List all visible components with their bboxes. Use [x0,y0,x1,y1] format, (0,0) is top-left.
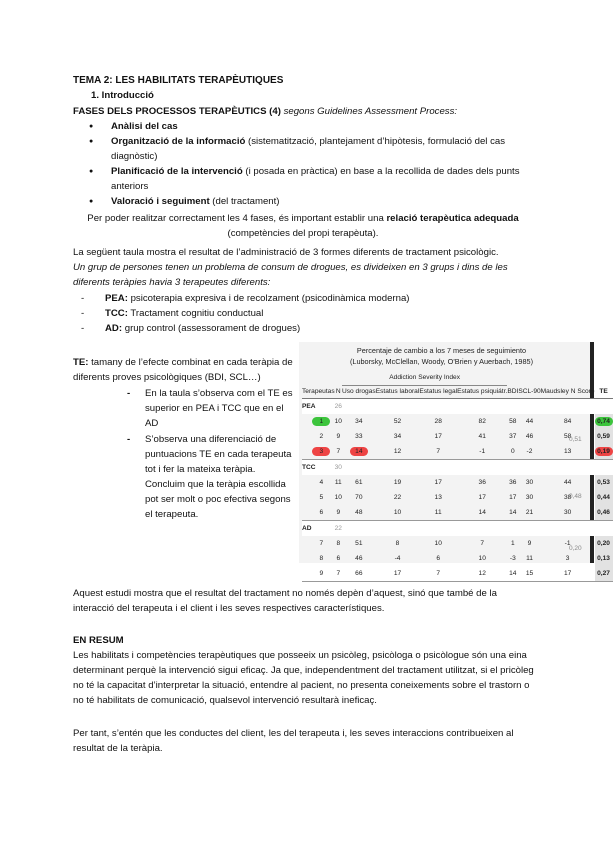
table-cell: 44 [563,478,572,486]
highlight-red-mark: 14 [350,447,368,456]
group-row [302,459,613,475]
table-cell: 9 [335,505,342,521]
highlight-red-mark: 3 [312,447,330,456]
column-header: Estatus psiquiátr. [457,386,507,399]
table-cell: 14 [507,505,518,521]
te-cell: 0,44 [595,490,613,505]
study-paragraph: Aquest estudi mostra que el resultat del tractament no només depèn d’aquest, sinó que també de la interacció del terapeuta i el client i les seves respectives característiques. [73,588,497,614]
phases-list [73,119,528,209]
table-cell: 21 [518,505,540,521]
table-cell: -4 [394,554,401,562]
table-cell: 41 [478,432,486,440]
table-cell: 4 [319,478,324,486]
table-row [302,414,613,429]
table-cell [302,444,335,460]
table-cell: 37 [509,432,517,440]
highlight-green-mark: 1 [312,417,330,426]
pooled-te-label: 0,20 [569,545,582,552]
te-cell [595,414,613,429]
table-cell: 17 [434,432,442,440]
table-cell: 30 [541,505,595,521]
table-cell: 38 [563,493,572,501]
group-name: AD [302,520,335,536]
table-cell: 6 [436,554,441,562]
table-cell: 7 [335,444,342,460]
column-header: Estatus laboral [376,386,420,399]
table-cell: 9 [336,432,341,440]
table-cell: 10 [376,505,420,521]
group-name: PEA [302,398,335,414]
asi-header: Addiction Severity Index [342,370,507,386]
table-cell: 36 [509,478,517,486]
relation-paragraph: Per poder realitzar correctament les 4 fases, és important establir una relació terapèutica adequada (competències del propi terapèuta). [87,213,519,239]
list-item: ● Valoració i seguiment (del tractament) [73,194,528,209]
te-cell: 0,59 [595,429,613,444]
table-cell: 13 [434,493,442,501]
list-item: ● Planificació de la intervenció (i posada en pràctica) en base a la recollida de dades dels punts anteriors [73,164,528,194]
table-cell: 8 [395,539,400,547]
te-cell: 0,13 [595,551,613,566]
table-cell: 7 [480,539,485,547]
list-item: - PEA: psicoterapia expresiva i de recolzament (psicodinàmica moderna) [73,291,528,306]
table-cell: 51 [355,539,363,547]
table-row [302,475,613,490]
table-cell: 82 [478,417,486,425]
table-cell: 0 [507,444,518,460]
figure-title: Percentaje de cambio a los 7 meses de seguimiento [356,346,527,355]
column-header: SCL-90 [518,386,540,399]
table-cell: 66 [342,566,376,582]
te-cell: 0,53 [595,475,613,490]
table-cell: 14 [507,566,518,582]
table-row [302,566,613,582]
table-cell: 52 [393,417,402,425]
table-cell: 17 [376,566,420,582]
table-cell: -1 [564,539,571,547]
table-cell: 6 [302,505,335,521]
table-cell: 22 [393,493,402,501]
phases-intro [73,104,528,119]
table-cell: 2 [319,432,324,440]
table-cell: 17 [509,493,517,501]
pooled-te-label: 0,48 [569,493,582,500]
phases-intro-bold: FASES DELS PROCESSOS TERAPÈUTICS (4) [73,106,281,117]
table-cell: 7 [319,539,324,547]
group-row [302,520,613,536]
table-cell: 9 [527,539,532,547]
table-cell: 33 [355,432,363,440]
results-table-figure [299,342,610,577]
table-cell: 17 [434,478,442,486]
table-cell: 46 [355,554,363,562]
column-header: TE [595,386,613,399]
table-intro: La següent taula mostra el resultat de l’administració de 3 formes diferents de tractament psicològic. Un grup de persones tenen un problema de consum de drogues, es divideixen en 3 grups i dins de les diferents teràpies havia 3 terapeutes diferents: [73,247,508,288]
table-cell: 9 [302,566,335,582]
table-row [302,536,613,551]
list-item: - S’observa una diferenciació de puntuacions TE en cada terapeuta tot i fer la mateixa teràpia. Concluim que la teràpia escollida pot ser molt o poc efectiva segons el terapeuta. [107,432,293,522]
table-cell: 34 [355,417,363,425]
table-cell: 70 [355,493,363,501]
table-row [302,444,613,460]
group-name: TCC [302,459,335,475]
table-cell: 3 [565,554,570,562]
pooled-te-label: 0,51 [569,436,582,443]
table-cell: 10 [434,539,442,547]
table-cell: 30 [525,493,534,501]
table-cell: 19 [393,478,402,486]
table-cell: 58 [509,417,517,425]
table-cell: 84 [563,417,572,425]
table-cell: 11 [419,505,457,521]
table-cell: 14 [457,505,507,521]
table-cell: 36 [478,478,486,486]
te-cell: 0,20 [595,536,613,551]
summary-heading: EN RESUM [73,635,124,646]
table-cell: 46 [525,432,534,440]
phases-intro-italic: segons Guidelines Assessment Process: [280,106,458,117]
table-cell: 11 [526,554,533,562]
column-header: Uso drogas [342,386,376,399]
table-row [302,505,613,521]
summary-paragraph-1: Les habilitats i competències terapèutiques que posseeix un psicòleg, psicòloga o psicòlogue són una eina determinant perquè la intervenció sigui eficaç. Ja que, independentment del tractament utilitzat, si el pricòleg no té la capacitat d’interpretar la situació, entendre al pacient, no presenta coneixements sobre el trastorn o no té habilitats de comunicació, qualsevol intervenció resultarà ineficaç. [73,650,534,706]
table-cell: 11 [334,478,342,486]
table-row [302,429,613,444]
table-cell: -1 [457,444,507,460]
column-header: N [335,386,342,399]
table-cell: 7 [335,566,342,582]
table-cell: 6 [336,554,341,562]
table-cell: 48 [342,505,376,521]
table-cell: 10 [334,493,342,501]
table-cell: 15 [518,566,540,582]
table-cell: 61 [355,478,363,486]
table-row [302,490,613,505]
group-row [302,398,613,414]
te-cell: 0,27 [595,566,613,582]
table-cell: 5 [319,493,324,501]
table-cell: 34 [393,432,402,440]
table-cell: 58 [563,432,572,440]
list-item: ● Organització de la informació (sistematització, plantejament d’hipòtesis, formulació del cas diagnòstic) [73,134,528,164]
table-cell: 17 [478,493,486,501]
table-cell: -2 [518,444,540,460]
table-cell: 10 [334,417,342,425]
list-item: - En la taula s’observa com el TE es superior en PEA i TCC que en el AD [107,386,293,431]
table-cell: 7 [419,566,457,582]
column-header: Maudsley N Score [541,386,595,399]
table-cell: -3 [509,554,516,562]
table-cell [342,444,376,460]
table-cell: 10 [478,554,486,562]
group-n: 30 [335,459,342,475]
group-n: 26 [335,398,342,414]
group-n: 22 [335,520,342,536]
table-cell: 1 [510,539,515,547]
table-cell: 30 [525,478,534,486]
table-cell: 44 [525,417,534,425]
te-cell: 0,46 [595,505,613,521]
table-cell: 28 [434,417,442,425]
column-header: BDI [507,386,518,399]
column-header: Terapeutas [302,386,335,399]
table-header-row [302,386,613,399]
highlight-green-mark: 0,74 [595,417,613,426]
figure-subtitle: (Luborsky, McClellan, Woody, O'Brien y Auerbach, 1985) [349,357,534,366]
table-cell: 8 [319,554,324,562]
table-row [302,551,613,566]
section-heading: 1. Introducció [91,90,154,101]
table-cell [302,414,335,429]
groups-list [73,291,528,336]
table-cell: 13 [541,444,595,460]
column-header: Estatus legal [419,386,457,399]
notes-list [107,386,293,522]
table-cell: 12 [376,444,420,460]
table-cell: 8 [336,539,341,547]
table-cell: 17 [541,566,595,582]
te-cell [595,444,613,460]
summary-paragraph-2: Per tant, s’entén que les conductes del client, les del terapeuta i, les seves interaccions contribueixen al resultat de la teràpia. [73,728,514,754]
table-cell: 7 [419,444,457,460]
list-item: ● Anàlisi del cas [73,119,528,134]
highlight-red-mark: 0,19 [595,447,613,456]
te-definition: TE: tamany de l’efecte combinat en cada teràpia de diferents proves psicològiques (BDI, SCL…) [73,357,293,383]
doc-title: TEMA 2: LES HABILITATS TERAPÈUTIQUES [73,75,284,86]
list-item: - AD: grup control (assessorament de drogues) [73,321,528,336]
results-table [302,370,613,582]
table-cell: 12 [457,566,507,582]
list-item: - TCC: Tractament cognitiu conductual [73,306,528,321]
